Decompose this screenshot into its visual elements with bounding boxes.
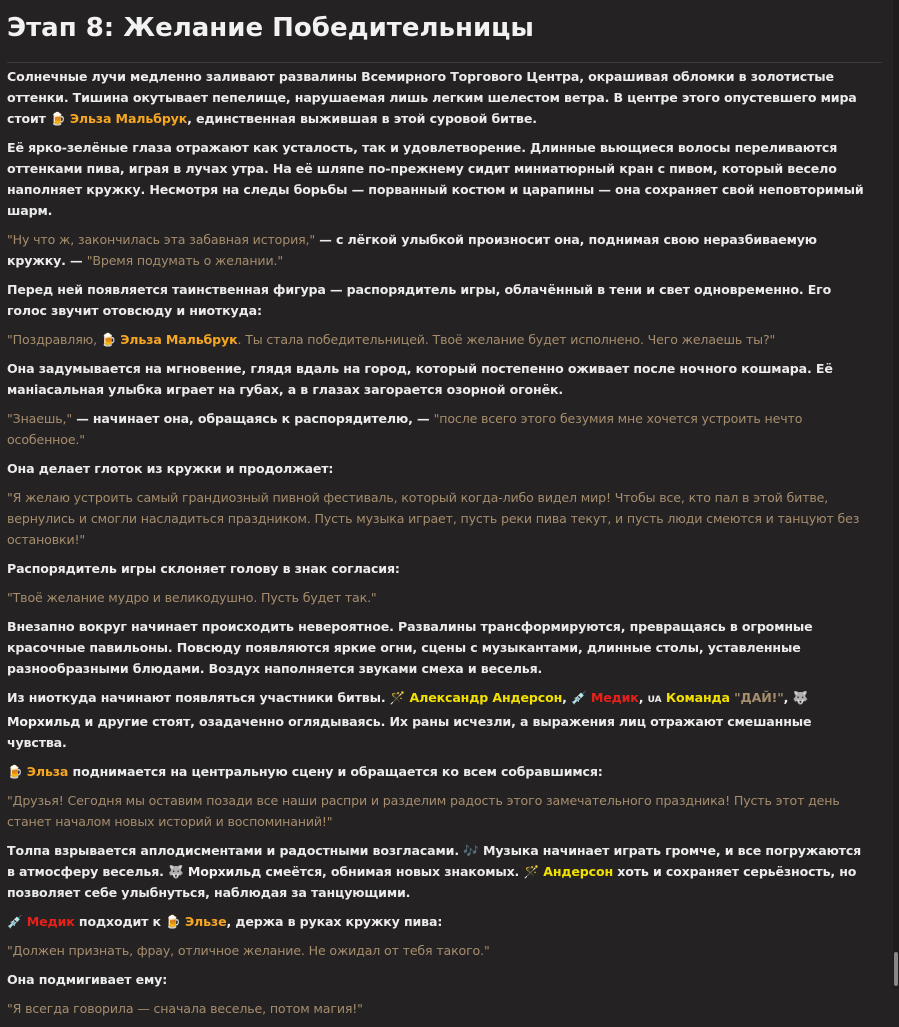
paragraph-10: Распорядитель игры склоняет голову в знак согласия:: [7, 561, 400, 576]
paragraph-6: Она задумывается на мгновение, глядя вдаль на город, который постепенно оживает после ночного кошмара. Её маніасальная улыбка играет на губах, а в глазах загорается озорной огонёк.: [7, 361, 833, 397]
wolf-icon: 🐺: [168, 864, 184, 879]
character-medic: Медик: [590, 690, 639, 705]
paragraph-2: Её ярко-зелёные глаза отражают как усталость, так и удовлетворение. Длинные вьющиеся волосы переливаются оттенками пива, играя в лучах утра. На её шляпе по-прежнему сидит миниатюрный кран с пивом, который весело наполняет кружку. Несмотря на следы борьбы — порванный костюм и царапины — она сохраняет свой неповторимый шарм.: [7, 140, 864, 218]
paragraph-14: [7, 761, 873, 782]
dialogue-quote: "Знаешь,": [7, 411, 72, 426]
paragraph-12: Внезапно вокруг начинает происходить невероятное. Развалины трансформируются, превращаясь в огромные красочные павильоны. Повсюду появляются яркие огни, сцены с музыкантами, длинные столы, уставленные разнообразными блюдами. Воздух наполняется звуками смеха и веселья.: [7, 619, 813, 676]
paragraph-13: [7, 687, 873, 753]
character-morhild: Морхильд: [187, 864, 262, 879]
dialogue-quote: "Время подумать о желании.": [86, 253, 283, 268]
text-run: Из ниоткуда начинают появляться участники битвы.: [7, 690, 386, 705]
separator-comma: ,: [562, 690, 567, 705]
character-morhild: Морхильд: [7, 714, 81, 729]
character-anderson: Андерсон: [543, 864, 614, 879]
text-run: подходит к: [74, 914, 161, 929]
wolf-icon: 🐺: [792, 690, 809, 705]
text-run: Толпа взрывается аплодисментами и радостными возгласами.: [7, 843, 459, 858]
text-run: и другие стоят, озадаченно оглядываясь. Их раны исчезли, а выражения лиц отражают смешанные чувства.: [7, 714, 812, 750]
paragraph-7: [7, 408, 873, 450]
team-name: "ДАЙ!": [734, 690, 784, 705]
dialogue-quote: "Ну что ж, закончилась эта забавная история,": [7, 232, 316, 247]
paragraph-20: "Я всегда говорила — сначала веселье, потом магия!": [7, 1001, 363, 1016]
character-elsa-malbruk: Эльза Мальбрук: [120, 332, 238, 347]
character-elsa-dative: Эльзе: [184, 914, 227, 929]
paragraph-9: "Я желаю устроить самый грандиозный пивной фестиваль, который когда-либо видел мир! Чтобы все, кто пал в этой битве, вернулись и смогли насладиться праздником. Пусть музыка играет, пусть реки пива текут, и пусть люди смеются и танцуют без остановки!": [7, 490, 860, 547]
syringe-icon: 💉: [7, 914, 23, 929]
paragraph-1: [7, 66, 873, 129]
text-run: смеётся, обнимая новых знакомых.: [261, 864, 520, 879]
text-run: Солнечные лучи медленно заливают развалины Всемирного Торгового Центра, окрашивая обломки в золотистые оттенки. Тишина окутывает пепелище, нарушаемая лишь легким шелестом ветра. В центре этого опустевшего мира стоит: [7, 69, 857, 126]
scrollbar-thumb[interactable]: [894, 952, 898, 986]
text-run: , держа в руках кружку пива:: [226, 914, 443, 929]
music-notes-icon: 🎶: [463, 843, 479, 858]
paragraph-5: [7, 329, 873, 350]
dialogue-quote: "Поздравляю,: [7, 332, 97, 347]
page-title: Этап 8: Желание Победительницы: [7, 13, 534, 43]
character-alexander-anderson: Александр Андерсон: [409, 690, 563, 705]
beer-mug-icon: 🍺: [7, 764, 23, 779]
separator-comma: ,: [783, 690, 789, 705]
character-medic: Медик: [26, 914, 75, 929]
paragraph-16: [7, 840, 873, 903]
separator-comma: ,: [638, 690, 644, 705]
paragraph-17: [7, 911, 873, 932]
character-elsa: Эльза: [26, 764, 69, 779]
magic-wand-icon: 🪄: [389, 690, 406, 705]
character-elsa-malbruk: Эльза Мальбрук: [69, 111, 188, 126]
text-run: поднимается на центральную сцену и обращается ко всем собравшимся:: [68, 764, 603, 779]
text-run: — начинает она, обращаясь к распорядителю, —: [71, 411, 434, 426]
text-run: — с лёгкой улыбкой произносит она, поднимая свою неразбиваемую кружку. —: [7, 232, 817, 268]
paragraph-3: [7, 229, 873, 271]
title-divider: [7, 62, 882, 63]
ukraine-flag-icon: UA: [647, 695, 662, 705]
story-content: [7, 66, 873, 1027]
beer-mug-icon: 🍺: [100, 332, 117, 347]
syringe-icon: 💉: [571, 690, 587, 705]
magic-wand-icon: 🪄: [523, 864, 539, 879]
beer-mug-icon: 🍺: [165, 914, 181, 929]
dialogue-quote: "после всего этого безумия мне хочется устроить нечто особенное.": [7, 411, 803, 447]
text-run: хоть и сохраняет серьёзность, но позволяет себе улыбнуться, наблюдая за танцующими.: [7, 864, 857, 900]
dialogue-quote: . Ты стала победительницей. Твоё желание будет исполнено. Чего желаешь ты?": [237, 332, 776, 347]
paragraph-8: Она делает глоток из кружки и продолжает:: [7, 461, 334, 476]
vertical-scrollbar[interactable]: [893, 0, 899, 989]
text-run: Музыка начинает играть громче, и все погружаются в атмосферу веселья.: [7, 843, 862, 879]
paragraph-11: "Твоё желание мудро и великодушно. Пусть будет так.": [7, 590, 377, 605]
text-run: , единственная выжившая в этой суровой битве.: [187, 111, 537, 126]
paragraph-4: Перед ней появляется таинственная фигура — распорядитель игры, облачённый в тени и свет одновременно. Его голос звучит отовсюду и ниоткуда:: [7, 282, 832, 318]
beer-mug-icon: 🍺: [50, 111, 66, 126]
paragraph-19: Она подмигивает ему:: [7, 972, 168, 987]
paragraph-15: "Друзья! Сегодня мы оставим позади все наши распри и разделим радость этого замечательного праздника! Пусть этот день станет началом новых историй и воспоминаний!": [7, 793, 840, 829]
paragraph-18: "Должен признать, фрау, отличное желание. Не ожидал от тебя такого.": [7, 943, 490, 958]
team-word: Команда: [665, 690, 730, 705]
